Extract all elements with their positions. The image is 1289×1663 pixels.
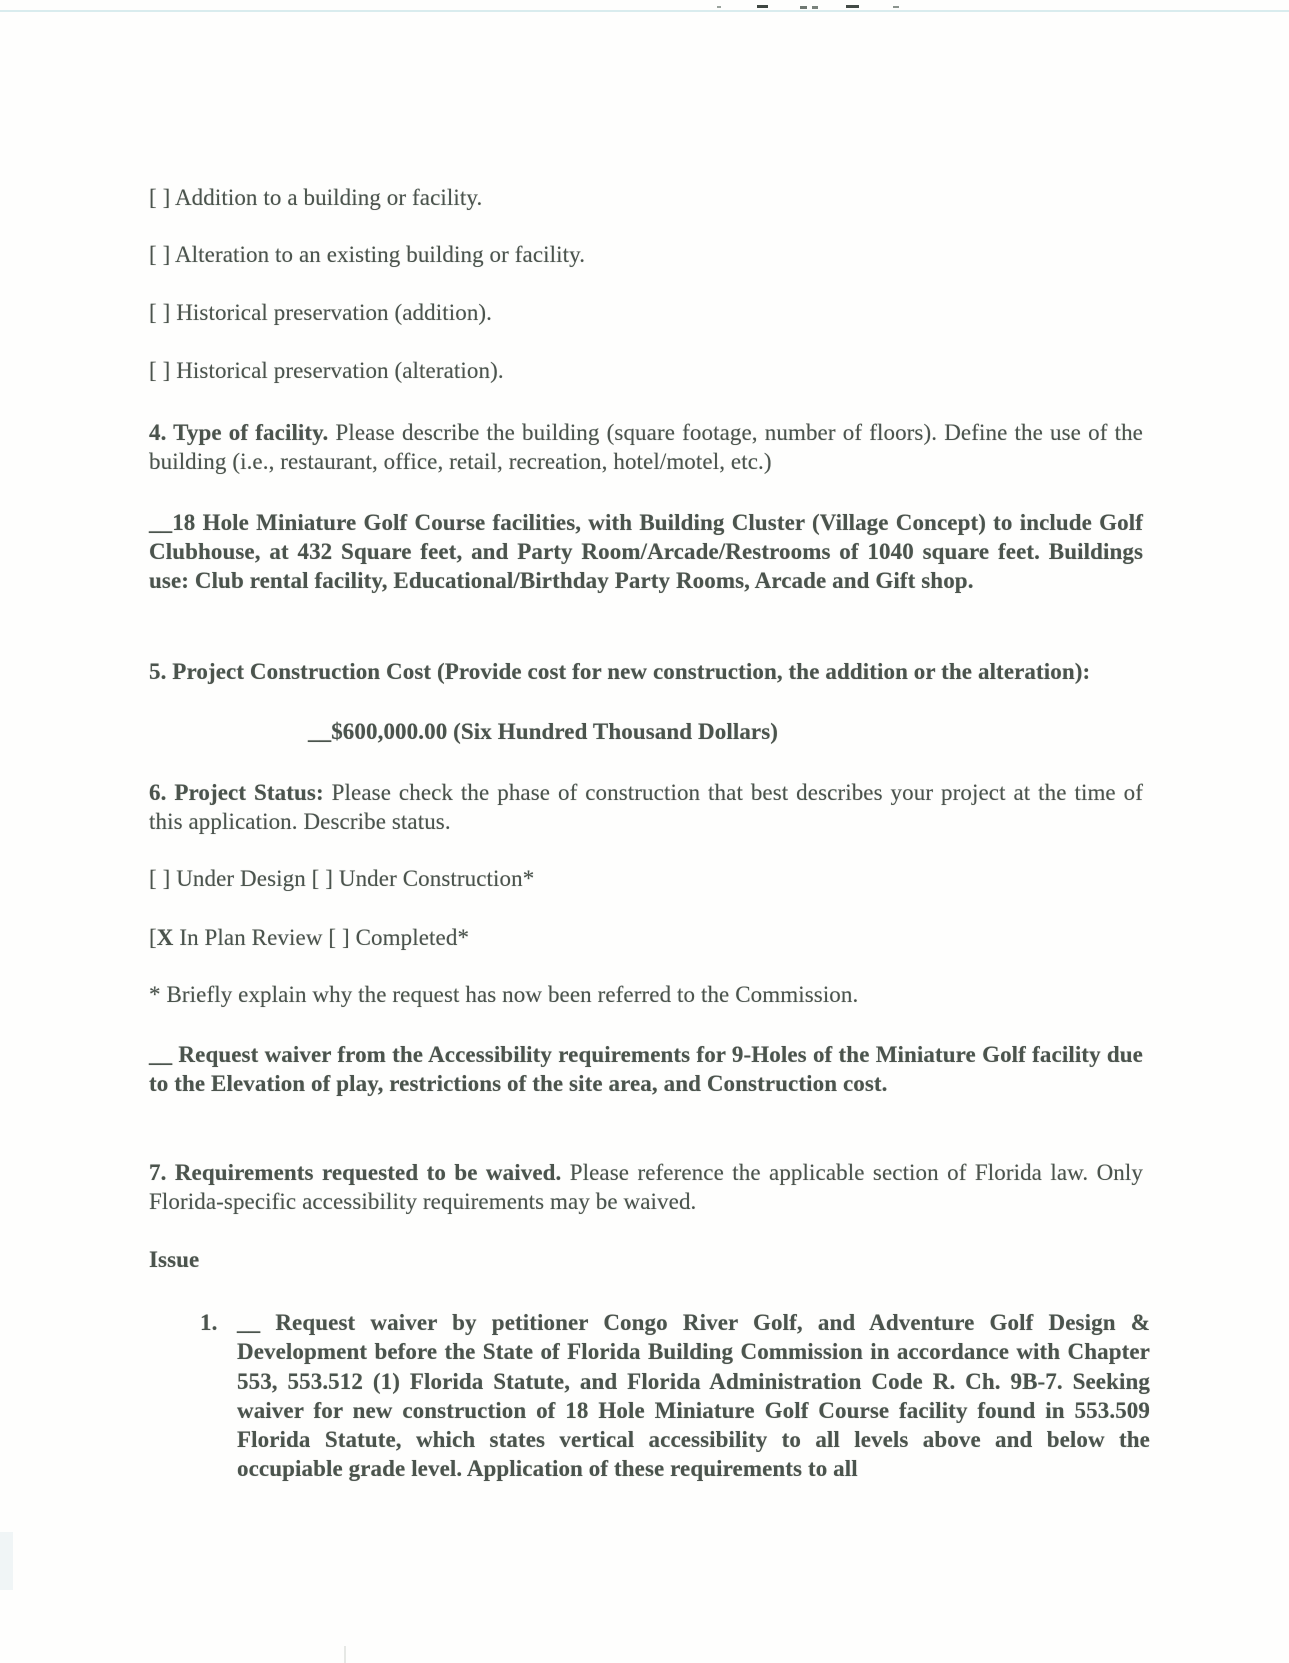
section-7-body: Please reference the applicable section of Florida law. Only Florida-specific accessibility requirements may be waived. (149, 1160, 1143, 1214)
issue-item-1-text: __ Request waiver by petitioner Congo River Golf, and Adventure Golf Design & Development before the State of Florida Building Commission in accordance with Chapter 553, 553.512 (1) Florida Statute, and Florida Administration Code R. Ch. 9B-7. Seeking waiver for new construction of 18 Hole Miniature Golf Course facility found in 553.509 Florida Statute, which states vertical accessibility to all levels above and below the occupiable grade level. Application of these requirements to all (237, 1310, 1150, 1482)
asterisk-footnote: * Briefly explain why the request has now been referred to the Commission. (149, 982, 859, 1007)
section-5-amount: __$600,000.00 (Six Hundred Thousand Dollars) (308, 719, 779, 744)
issue-item-1 (200, 1308, 1150, 1484)
section-4-answer: __18 Hole Miniature Golf Course facilities, with Building Cluster (Village Concept) to include Golf Clubhouse, at 432 Square feet, and Party Room/Arcade/Restrooms of 1040 square feet. Buildings use: Club rental facility, Educational/Birthday Party Rooms, Arcade and Gift shop. (149, 510, 1143, 593)
section-7-requirements-waived (149, 1158, 1143, 1216)
section-5-heading: 5. Project Construction Cost (Provide cost for new construction, the addition or the alteration): (149, 659, 1091, 684)
scan-smudge (0, 1532, 13, 1590)
status-options-line-1: [ ] Under Design [ ] Under Construction* (149, 866, 535, 891)
section-7-heading: 7. Requirements requested to be waived. (149, 1160, 562, 1185)
section-6-answer: __ Request waiver from the Accessibility requirements for 9-Holes of the Miniature Golf facility due to the Elevation of play, restrictions of the site area, and Construction cost. (149, 1042, 1143, 1096)
status-options-line-2 (149, 923, 1143, 952)
issue-item-1-number: 1. (200, 1310, 218, 1335)
section-4-type-of-facility (149, 418, 1143, 476)
status-open-bracket: [ (149, 925, 157, 950)
status-x-mark: X (156, 925, 174, 950)
section-4-body: Please describe the building (square footage, number of floors). Define the use of the building (i.e., restaurant, office, retail, recreation, hotel/motel, etc.) (149, 420, 1143, 474)
status-line-2-rest: In Plan Review [ ] Completed* (173, 925, 470, 950)
scan-speck (757, 5, 768, 8)
scan-speck (812, 6, 818, 9)
scan-speck (893, 6, 899, 8)
section-6-body: Please check the phase of construction that best describes your project at the time of this application. Describe status. (149, 780, 1144, 834)
scan-artifact-line (344, 1646, 346, 1663)
scan-speck (800, 6, 807, 9)
section-6-heading: 6. Project Status: (149, 780, 324, 805)
checkbox-option-alteration: [ ] Alteration to an existing building or facility. (149, 242, 586, 267)
checkbox-option-addition: [ ] Addition to a building or facility. (149, 185, 483, 210)
checkbox-option-historical-addition: [ ] Historical preservation (addition). (149, 300, 493, 325)
scan-artifact-line (0, 10, 1289, 12)
section-6-project-status (149, 778, 1143, 836)
issue-label: Issue (149, 1247, 200, 1272)
section-4-heading: 4. Type of facility. (149, 420, 329, 445)
checkbox-option-historical-alteration: [ ] Historical preservation (alteration). (149, 358, 504, 383)
scan-speck (717, 6, 721, 8)
scan-speck (846, 5, 859, 8)
